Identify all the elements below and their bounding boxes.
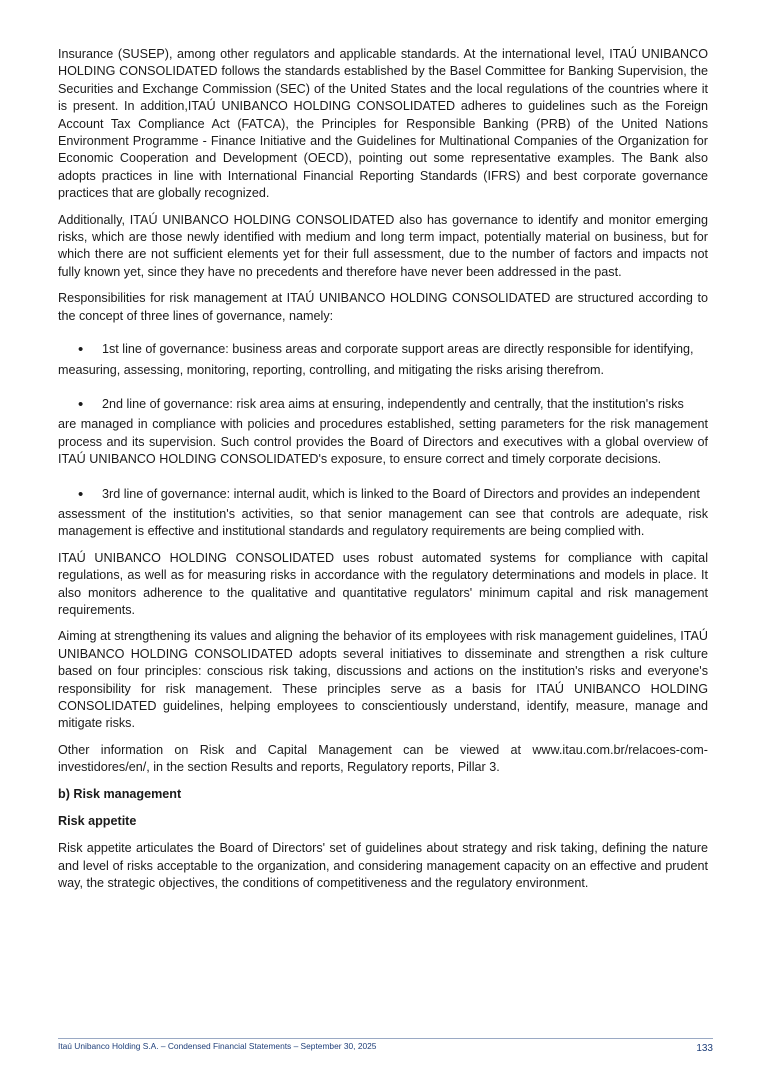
bullet-first-line (58, 339, 708, 379)
paragraph-responsibilities: Responsibilities for risk management at ITAÚ UNIBANCO HOLDING CONSOLIDATED are structured according to the concept of three lines of governance, namely: (58, 291, 708, 323)
subsection-heading-risk-appetite: Risk appetite (58, 814, 137, 829)
bullet-dot-icon: • (78, 485, 84, 503)
bullet-third-line-lead: 3rd line of governance: internal audit, which is linked to the Board of Directors and provides an independent (102, 486, 700, 501)
bullet-third-line-rest: assessment of the institution's activities, so that senior management can see that controls are adequate, risk management is effective and institutional standards and regulatory requirements are being complied with. (58, 506, 708, 539)
bullet-second-line-lead: 2nd line of governance: risk area aims at ensuring, independently and centrally, that the institution's risks (102, 396, 684, 411)
paragraph-automated-systems: ITAÚ UNIBANCO HOLDING CONSOLIDATED uses robust automated systems for compliance with capital regulations, as well as for measuring risks in accordance with the regulatory determinations and models in place. It also monitors adherence to the qualitative and quantitative regulators' minimum capital and risk management requirements. (58, 550, 708, 617)
bullet-second-line (58, 394, 708, 469)
page-number: 133 (696, 1043, 713, 1054)
bullet-first-line-rest: measuring, assessing, monitoring, reporting, controlling, and mitigating the risks arising therefrom. (58, 362, 604, 377)
paragraph-risk-culture: Aiming at strengthening its values and aligning the behavior of its employees with risk management guidelines, ITAÚ UNIBANCO HOLDING CONSOLIDATED adopts several initiatives to disseminate and strengthen a risk culture based on four principles: conscious risk taking, discussions and actions on the institution's risks and everyone's responsibility for risk management. These principles serve as a basis for ITAÚ UNIBANCO HOLDING CONSOLIDATED guidelines, helping employees to conscientiously understand, identify, measure, manage and mitigate risks. (58, 629, 708, 731)
bullet-first-line-lead: 1st line of governance: business areas and corporate support areas are directly responsible for identifying, (102, 342, 694, 357)
footer-title: Itaú Unibanco Holding S.A. – Condensed Financial Statements – September 30, 2025 (58, 1041, 377, 1051)
bullet-dot-icon: • (78, 395, 84, 413)
bullet-third-line (58, 484, 708, 541)
paragraph-other-information: Other information on Risk and Capital Management can be viewed at www.itau.com.br/relacoes-com-investidores/en/, in the section Results and reports, Regulatory reports, Pillar 3. (58, 742, 708, 775)
document-body (58, 46, 708, 902)
paragraph-regulators: Insurance (SUSEP), among other regulators and applicable standards. At the international level, ITAÚ UNIBANCO HOLDING CONSOLIDATED follows the standards established by the Basel Committee for Banking Supervision, the Securities and Exchange Commission (SEC) of the United States and the local regulations of the countries where it is present. In addition,ITAÚ UNIBANCO HOLDING CONSOLIDATED adheres to guidelines such as the Foreign Account Tax Compliance Act (FATCA), the Principles for Responsible Banking (PRB) of the United Nations Environment Programme - Finance Initiative and the Guidelines for Multinational Companies of the Organization for Economic Cooperation and Development (OECD), pointing out some representative examples. The Bank also adopts practices in line with International Financial Reporting Standards (IFRS) and best corporate governance practices that are globally recognized. (58, 47, 708, 201)
paragraph-risk-appetite: Risk appetite articulates the Board of Directors' set of guidelines about strategy and risk taking, defining the nature and level of risks acceptable to the organization, and considering management capacity on an effective and prudent way, the strategic objectives, the conditions of competitiveness and the regulatory environment. (58, 841, 708, 891)
page-footer (58, 1038, 713, 1054)
paragraph-emerging-risks: Additionally, ITAÚ UNIBANCO HOLDING CONSOLIDATED also has governance to identify and monitor emerging risks, which are those newly identified with medium and long term impact, potentially material on business, but for which there are not sufficient elements yet for their full assessment, due to the number of factors and impacts not fully known yet, since they have no precedents and therefore have never been addressed in the past. (58, 212, 708, 279)
bullet-dot-icon: • (78, 341, 84, 359)
bullet-second-line-rest: are managed in compliance with policies and procedures established, setting parameters for the risk management process and its supervision. Such control provides the Board of Directors and executives with a global overview of ITAÚ UNIBANCO HOLDING CONSOLIDATED's exposure, to ensure correct and timely corporate decisions. (58, 417, 708, 467)
section-heading-risk-management: b) Risk management (58, 786, 182, 801)
